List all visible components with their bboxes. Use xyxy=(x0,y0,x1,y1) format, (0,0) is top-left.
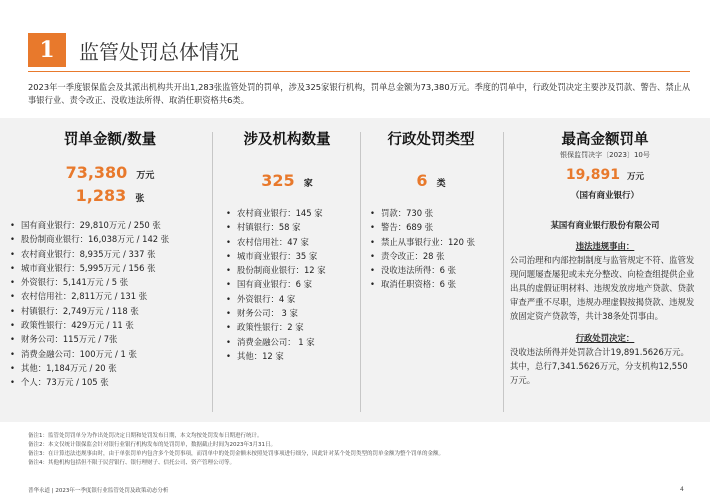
list-item: • 农村信用社：2,811万元 / 131 张 xyxy=(10,289,210,303)
footnote: 备注2：本文仅统计银保监会针对银行业银行机构发布的处罚罚单，数据截止时间为2023年3月31日。 xyxy=(28,442,276,448)
column-institution-count xyxy=(222,128,352,363)
column-heading: 最高金额罚单 xyxy=(561,132,649,148)
amount-unit: 万元 xyxy=(136,171,155,181)
column-divider xyxy=(360,132,361,412)
list-item: • 农村商业银行：8,935万元 / 337 张 xyxy=(10,247,210,261)
bank-category: （国有商业银行） xyxy=(570,191,639,201)
list-item: • 城市商业银行：5,995万元 / 156 张 xyxy=(10,261,210,275)
list-item: • 股份制商业银行：12 家 xyxy=(226,263,352,277)
list-item: • 罚款：730 张 xyxy=(370,206,496,220)
footnotes xyxy=(28,432,444,468)
page-title: 监管处罚总体情况 xyxy=(79,40,239,64)
list-item: • 个人：73万元 / 105 张 xyxy=(10,375,210,389)
violation-text: 公司治理和内部控制制度与监管规定不符、监管发现问题屡查屡犯或未充分整改、向检查组提供企业出具的虚假证明材料、违规发放房地产贷款、贷款审查严重不尽职，违规办理虚假按揭贷款、违规发放固定资产贷款等，共计38条处罚事由。 xyxy=(510,255,695,321)
institution-breakdown-list xyxy=(226,206,352,363)
list-item: • 国有商业银行：29,810万元 / 250 张 xyxy=(10,218,210,232)
list-item: • 外资银行：4 家 xyxy=(226,292,352,306)
column-penalty-amount xyxy=(10,128,210,390)
decision-label: 行政处罚决定： xyxy=(575,333,635,343)
list-item: • 警告：689 张 xyxy=(370,220,496,234)
list-item: • 国有商业银行：6 家 xyxy=(226,277,352,291)
decision-doc-number: 银保监罚决字〔2023〕10号 xyxy=(560,151,650,159)
list-item: • 财务公司：115万元 / 7张 xyxy=(10,332,210,346)
list-item: • 其他：12 家 xyxy=(226,349,352,363)
penalty-type-list xyxy=(370,206,496,292)
footnote: 备注3：在计算违法违规事由时，由于单张罚单内包含多个处罚事项，而罚单中的处罚金额未按照处罚事项进行细分，因此针对某个处罚类型的罚单金额为整个罚单的金额。 xyxy=(28,451,445,457)
count-unit: 张 xyxy=(135,194,145,204)
largest-amount: 19,891 xyxy=(565,167,620,183)
list-item: • 政策性银行：2 家 xyxy=(226,320,352,334)
list-item: • 农村商业银行：145 家 xyxy=(226,206,352,220)
intro-paragraph: 2023年一季度银保监会及其派出机构共开出1,283张监管处罚的罚单，涉及325家银行机构，罚单总金额为73,380万元。季度的罚单中，行政处罚决定主要涉及罚款、警告、禁止从事银行业、责令改正、没收违法所得、取消任职资格共6类。 xyxy=(28,82,691,105)
bank-name: 某国有商业银行股份有限公司 xyxy=(550,220,660,230)
total-amount: 73,380 xyxy=(65,163,128,182)
list-item: • 财务公司： 3 家 xyxy=(226,306,352,320)
column-penalty-types xyxy=(366,128,496,292)
column-divider xyxy=(212,132,213,412)
column-heading: 罚单金额/数量 xyxy=(63,132,157,148)
list-item: • 取消任职资格：6 张 xyxy=(370,277,496,291)
list-item: • 村镇银行：2,749万元 / 118 张 xyxy=(10,304,210,318)
count-unit: 类 xyxy=(436,179,446,189)
summary-panel xyxy=(0,118,710,422)
footnote: 备注1：监管处罚罚单分为作出处罚决定日期和处罚发布日期，本文均按处罚发布日期进行统计。 xyxy=(28,433,263,439)
list-item: • 外资银行：5,141万元 / 5 张 xyxy=(10,275,210,289)
list-item: • 消费金融公司：100万元 / 1 张 xyxy=(10,347,210,361)
list-item: • 禁止从事银行业：120 张 xyxy=(370,235,496,249)
count-unit: 家 xyxy=(303,179,313,189)
section-number-badge: 1 xyxy=(28,33,66,67)
list-item: • 其他：1,184万元 / 20 张 xyxy=(10,361,210,375)
list-item: • 村镇银行：58 家 xyxy=(226,220,352,234)
list-item: • 责令改正：28 张 xyxy=(370,249,496,263)
amount-unit: 万元 xyxy=(627,172,645,182)
list-item: • 股份制商业银行：16,038万元 / 142 张 xyxy=(10,232,210,246)
column-heading: 行政处罚类型 xyxy=(387,132,475,148)
amount-breakdown-list xyxy=(10,218,210,390)
page-number: 4 xyxy=(680,486,684,493)
column-largest-penalty xyxy=(510,128,700,387)
list-item: • 城市商业银行：35 家 xyxy=(226,249,352,263)
title-divider xyxy=(28,71,690,72)
list-item: • 政策性银行：429万元 / 11 张 xyxy=(10,318,210,332)
list-item: • 农村信用社：47 家 xyxy=(226,235,352,249)
decision-text: 没收违法所得并处罚款合计19,891.5626万元。其中，总行7,341.5626万元，分支机构12,550万元。 xyxy=(510,347,689,385)
column-divider xyxy=(503,132,504,412)
footnote: 备注4：其他机构包括但不限于民营银行、银行理财子、信托公司、资产管理公司等。 xyxy=(28,460,236,466)
page-footer: 普华永道 | 2023年一季度银行业监管处罚及政策动态分析 xyxy=(28,488,169,494)
violation-label: 违法违规事由： xyxy=(575,241,635,251)
institution-count: 325 xyxy=(261,171,295,190)
list-item: • 消费金融公司： 1 家 xyxy=(226,335,352,349)
column-heading: 涉及机构数量 xyxy=(243,132,331,148)
penalty-type-count: 6 xyxy=(416,171,428,190)
total-count: 1,283 xyxy=(75,186,127,205)
list-item: • 没收违法所得：6 张 xyxy=(370,263,496,277)
